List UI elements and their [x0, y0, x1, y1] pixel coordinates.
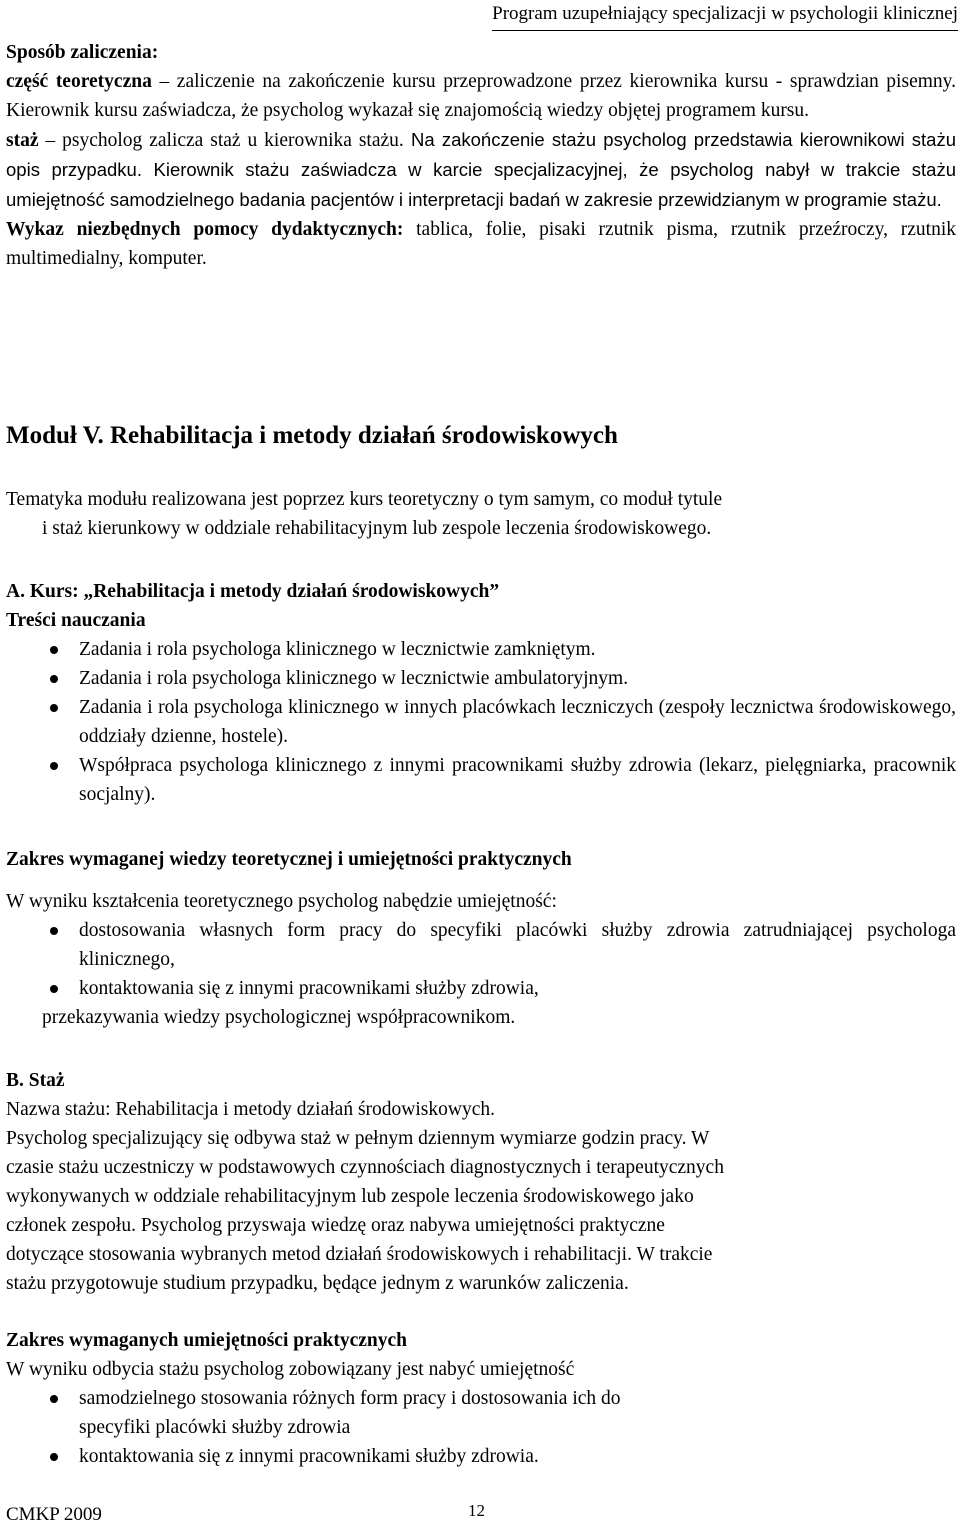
section-modul [6, 419, 956, 453]
section-zaliczenie [6, 38, 956, 273]
zakres-wiedzy-body [6, 887, 956, 1032]
staz-line: stażu przygotowuje studium przypadku, będące jednym z warunków zaliczenia. [6, 1273, 629, 1294]
list-item: kontaktowania się z innymi pracownikami służby zdrowia, [6, 974, 956, 1003]
modul-intro [6, 485, 956, 543]
modul-heading: Moduł V. Rehabilitacja i metody działań środowiskowych [6, 422, 618, 449]
teoria-text: – zaliczenie na zakończenie kursu przeprowadzone przez kierownika kursu - sprawdzian pisemny. Kierownik kursu zaświadcza, że psycholog wykazał się znajomością wiedzy objętej programem kursu. [6, 71, 956, 121]
zakres-wiedzy-intro: W wyniku kształcenia teoretycznego psycholog nabędzie umiejętność: [6, 891, 557, 912]
section-kurs [6, 577, 956, 809]
staz-line: wykonywanych w oddziale rehabilitacyjnym lub zespole leczenia środowiskowego jako [6, 1186, 694, 1207]
footer-label: CMKP 2009 [6, 1504, 102, 1525]
staz-line: członek zespołu. Psycholog przyswaja wiedzę oraz nabywa umiejętności praktyczne [6, 1215, 665, 1236]
list-item: dostosowania własnych form pracy do specyfiki placówki służby zdrowia zatrudniającej psychologa klinicznego, [6, 916, 956, 974]
section-zakres-umiejetnosci [6, 1326, 956, 1471]
zakres-umiejetnosci-list [6, 1384, 956, 1471]
kurs-heading: A. Kurs: „Rehabilitacja i metody działań środowiskowych” [6, 581, 500, 602]
zakres-wiedzy-list [6, 916, 956, 1003]
staz-label: staż [6, 130, 39, 151]
wykaz-label: Wykaz niezbędnych pomocy dydaktycznych: [6, 219, 404, 240]
staz-nazwa: Nazwa stażu: Rehabilitacja i metody działań środowiskowych. [6, 1099, 495, 1120]
staz-line: czasie stażu uczestniczy w podstawowych czynnościach diagnostycznych i terapeutycznych [6, 1157, 724, 1178]
list-item: Zadania i rola psychologa klinicznego w lecznictwie zamkniętym. [6, 635, 956, 664]
running-header: Program uzupełniający specjalizacji w psychologii klinicznej [492, 0, 958, 31]
zakres-wiedzy-tail: przekazywania wiedzy psychologicznej współpracownikom. [42, 1007, 516, 1028]
zaliczenie-wykaz [6, 215, 956, 273]
section-zakres-wiedzy [6, 845, 956, 874]
staz-heading: B. Staż [6, 1070, 65, 1091]
list-item: Zadania i rola psychologa klinicznego w lecznictwie ambulatoryjnym. [6, 664, 956, 693]
zakres-umiejetnosci-heading: Zakres wymaganych umiejętności praktycznych [6, 1330, 407, 1351]
staz-text-1: – psycholog zalicza staż u kierownika stażu. [38, 130, 404, 151]
modul-intro-line-2: i staż kierunkowy w oddziale rehabilitacyjnym lub zespole leczenia środowiskowego. [42, 518, 712, 539]
tresci-heading: Treści nauczania [6, 610, 146, 631]
staz-line: Psycholog specjalizujący się odbywa staż w pełnym dziennym wymiarze godzin pracy. W [6, 1128, 710, 1149]
list-item: kontaktowania się z innymi pracownikami służby zdrowia. [6, 1442, 956, 1471]
tresci-list [6, 635, 956, 809]
zaliczenie-heading: Sposób zaliczenia: [6, 42, 159, 63]
zakres-umiejetnosci-intro: W wyniku odbycia stażu psycholog zobowiązany jest nabyć umiejętność [6, 1359, 575, 1380]
list-item: Zadania i rola psychologa klinicznego w innych placówkach leczniczych (zespoły lecznictwa środowiskowego, oddziały dzienne, hostele). [6, 693, 956, 751]
staz-line: dotyczące stosowania wybranych metod działań środowiskowych i rehabilitacji. W trakcie [6, 1244, 713, 1265]
section-staz [6, 1066, 956, 1298]
zaliczenie-staz [6, 125, 956, 215]
zaliczenie-teoria [6, 67, 956, 125]
list-item: samodzielnego stosowania różnych form pracy i dostosowania ich do specyfiki placówki służby zdrowia [6, 1384, 956, 1442]
staz-text-2: Na zakończenie stażu psycholog przedstawia kierownikowi stażu opis przypadku. Kierownik stażu zaświadcza w karcie specjalizacyjnej, że psycholog nabył w trakcie stażu umiejętność samodzielnego badania pacjentów i interpretacji badań w zakresie przewidzianym w programie stażu. [6, 129, 956, 210]
modul-intro-line-1: Tematyka modułu realizowana jest poprzez kurs teoretyczny o tym samym, co moduł tytule [6, 489, 723, 510]
wykaz-text: tablica, folie, pisaki rzutnik pisma, rzutnik przeźroczy, rzutnik multimedialny, komputer. [6, 219, 956, 269]
teoria-label: część teoretyczna [6, 71, 152, 92]
page-number: 12 [468, 1501, 485, 1520]
list-item: Współpraca psychologa klinicznego z innymi pracownikami służby zdrowia (lekarz, pielęgniarka, pracownik socjalny). [6, 751, 956, 809]
zakres-wiedzy-heading: Zakres wymaganej wiedzy teoretycznej i umiejętności praktycznych [6, 849, 572, 870]
